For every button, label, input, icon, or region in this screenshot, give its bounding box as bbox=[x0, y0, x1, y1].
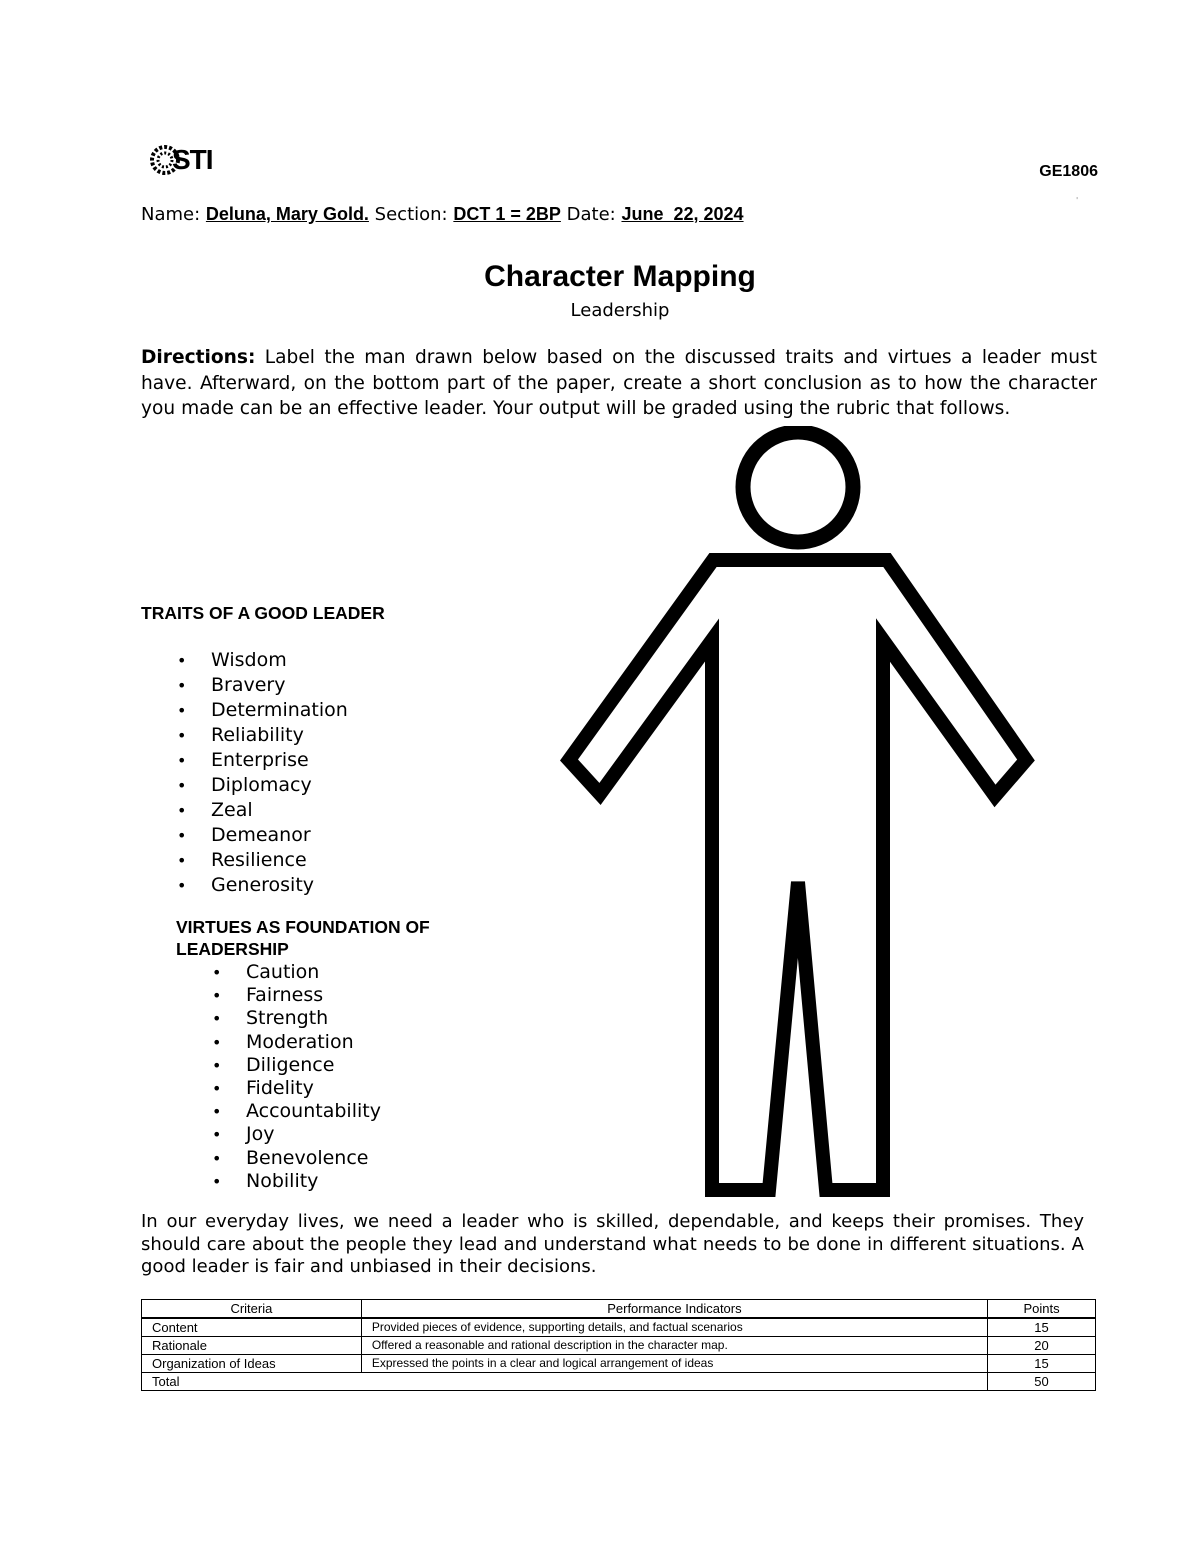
list-item: • Diligence bbox=[246, 1054, 381, 1077]
traits-list bbox=[211, 648, 348, 898]
figure-head bbox=[743, 432, 853, 542]
indicator-cell: Provided pieces of evidence, supporting details, and factual scenarios bbox=[361, 1318, 987, 1337]
table-row bbox=[142, 1337, 1096, 1355]
total-points: 50 bbox=[988, 1373, 1096, 1391]
page-subtitle: Leadership bbox=[570, 300, 670, 321]
student-info bbox=[141, 204, 744, 225]
list-item: • Benevolence bbox=[246, 1147, 381, 1170]
header-indicators: Performance Indicators bbox=[361, 1300, 987, 1319]
list-item: • Moderation bbox=[246, 1031, 381, 1054]
tick-mark: ' bbox=[1076, 196, 1079, 205]
section-label: Section: bbox=[374, 204, 448, 225]
criteria-cell: Content bbox=[142, 1318, 362, 1337]
list-item: • Fidelity bbox=[246, 1077, 381, 1100]
figure-body bbox=[569, 560, 1026, 1190]
rubric-table bbox=[141, 1299, 1096, 1391]
table-header-row bbox=[142, 1300, 1096, 1319]
section-value: DCT 1 = 2BP bbox=[453, 204, 561, 224]
course-code: GE1806 bbox=[1039, 163, 1098, 180]
points-cell: 15 bbox=[988, 1355, 1096, 1373]
directions-text: Label the man drawn below based on the discussed traits and virtues a leader must have. Afterward, on the bottom part of the paper, create a short conclusion as to how the character you made can be an effective leader. Your output will be graded using the rubric that follows. bbox=[141, 347, 1097, 420]
criteria-cell: Rationale bbox=[142, 1337, 362, 1355]
name-label: Name: bbox=[141, 204, 201, 225]
list-item: • Resilience bbox=[211, 848, 348, 873]
date-value: June 22, 2024 bbox=[621, 204, 744, 224]
header-points: Points bbox=[988, 1300, 1096, 1319]
table-row bbox=[142, 1355, 1096, 1373]
list-item: • Wisdom bbox=[211, 648, 348, 673]
table-row bbox=[142, 1318, 1096, 1337]
points-cell: 15 bbox=[988, 1318, 1096, 1337]
list-item: • Bravery bbox=[211, 673, 348, 698]
conclusion-text: In our everyday lives, we need a leader who is skilled, dependable, and keeps their promises. They should care about the people they lead and understand what needs to be done in different situations. A good leader is fair and unbiased in their decisions. bbox=[141, 1211, 1084, 1277]
list-item: • Strength bbox=[246, 1007, 381, 1030]
page-title: Character Mapping bbox=[484, 260, 756, 293]
list-item: • Caution bbox=[246, 961, 381, 984]
logo-text: STI bbox=[172, 144, 213, 175]
sti-logo bbox=[150, 140, 240, 180]
traits-heading: TRAITS OF A GOOD LEADER bbox=[141, 603, 385, 623]
virtues-list bbox=[246, 961, 381, 1193]
name-value: Deluna, Mary Gold. bbox=[205, 204, 369, 224]
indicator-cell: Offered a reasonable and rational description in the character map. bbox=[361, 1337, 987, 1355]
list-item: • Enterprise bbox=[211, 748, 348, 773]
list-item: • Generosity bbox=[211, 873, 348, 898]
person-outline-figure bbox=[560, 426, 1040, 1201]
list-item: • Joy bbox=[246, 1123, 381, 1146]
total-row bbox=[142, 1373, 1096, 1391]
criteria-cell: Organization of Ideas bbox=[142, 1355, 362, 1373]
date-label: Date: bbox=[566, 204, 616, 225]
list-item: • Accountability bbox=[246, 1100, 381, 1123]
indicator-cell: Expressed the points in a clear and logical arrangement of ideas bbox=[361, 1355, 987, 1373]
virtues-heading: VIRTUES AS FOUNDATION OF LEADERSHIP bbox=[176, 917, 430, 959]
list-item: • Nobility bbox=[246, 1170, 381, 1193]
total-label: Total bbox=[142, 1373, 988, 1391]
points-cell: 20 bbox=[988, 1337, 1096, 1355]
list-item: • Fairness bbox=[246, 984, 381, 1007]
directions-label: Directions: bbox=[141, 347, 256, 368]
list-item: • Diplomacy bbox=[211, 773, 348, 798]
header-criteria: Criteria bbox=[142, 1300, 362, 1319]
list-item: • Demeanor bbox=[211, 823, 348, 848]
list-item: • Determination bbox=[211, 698, 348, 723]
directions bbox=[141, 345, 1097, 422]
list-item: • Zeal bbox=[211, 798, 348, 823]
list-item: • Reliability bbox=[211, 723, 348, 748]
